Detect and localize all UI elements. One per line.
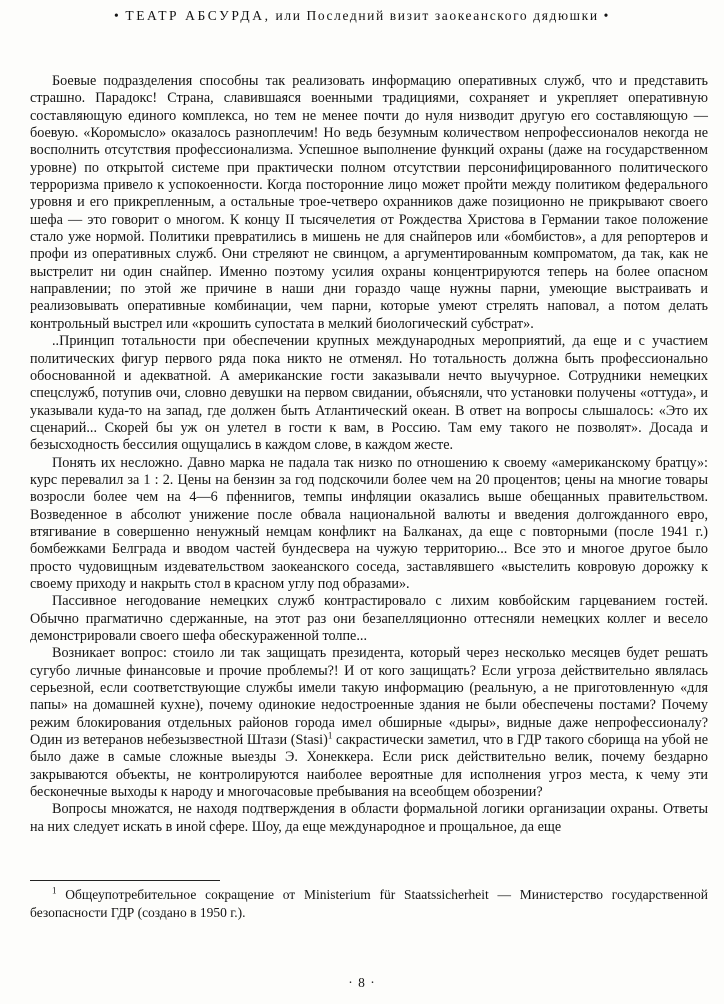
header-title-main: ТЕАТР АБСУРДА, (125, 8, 271, 23)
footnote-number: 1 (52, 885, 57, 896)
paragraph: Боевые подразделения способны так реализовать информацию оперативных служб, что и представить страшно. Парадокс! Страна, славившаяся военными традициями, сохраняет и укрепляет оперативную составляющую единого комплекса, но тем не менее почти до нуля низводит другую его составляющую — боевую. «Коромысло» оказалось разноплечим! Но ведь безумным количеством непрофессионалов некогда не восполнить отсутствия профессионализма. Успешное выполнение функций охраны (даже на государственном уровне) по открытой системе при практически полном отсутствии персонифицированного политического терроризма привело к успокоенности. Когда посторонние лицо может пройти между политиком федерального уровня и его прикрепленным, а остальные трое-четверо охранников даже позиционно не прикрывают своего шефа — это говорит о многом. К концу II тысячелетия от Рождества Христова в Германии такое положение стало уже нормой. Политики превратились в мишень не для снайперов или «бомбистов», а для репортеров и профи из оперативных служб. Они стреляют не свинцом, а аргументированным компроматом, да так, как не выстрелит ни один снайпер. Именно поэтому усилия охраны концентрируются теперь на более опасном направлении; по этой же причине в наши дни гораздо чаще нужны парни, умеющие выстраивать и реализовывать оперативные комбинации, чем парни, которые умеют стрелять наповал, а потом делать контрольный выстрел или «крошить супостата в мелкий биологический субстрат». (30, 73, 708, 332)
header-ornament-left: • (114, 8, 121, 23)
paragraph: Вопросы множатся, не находя подтверждения в области формальной логики организации охраны. Ответы на них следует искать в иной сфере. Шоу, да еще международное и прощальное, да еще (30, 801, 708, 835)
footnote-divider (30, 880, 220, 881)
paragraph-text: сакрастически заметил, что в ГДР такого сборища на убой не было даже в самые сложные выезды Э. Хонеккера. Если риск действительно велик, почему бездарно закрываются объекты, не контролируются наиболее вероятные для исполнения угроз места, к чему эти бесконечные выходы к народу и многочасовые пребывания на всеобщем обозрении? (30, 732, 708, 801)
running-header (0, 8, 724, 24)
paragraph: ..Принцип тотальности при обеспечении крупных международных мероприятий, да еще и с участием политических фигур первого ряда пока никто не отменял. Но тотальность должна быть профессионально обоснованной и адекватной. А американские гости заказывали нечто выучурное. Сотрудники немецких спецслужб, потупив очи, словно девушки на первом свидании, объясняли, что установки получены «оттуда», и указывали куда-то на запад, где должен быть Атлантический океан. В ответ на вопросы слышалось: «Это их сценарий... Скорей бы уж он улетел в гости к вам, в Россию. Там ему такого не позволят». Досада и безысходность бессилия ощущались в каждом слове, в каждом жесте. (30, 333, 708, 454)
footnote-reference: 1 (327, 730, 333, 741)
header-title-rest: или Последний визит заокеанского дядюшки (270, 8, 599, 23)
paragraph (30, 645, 708, 801)
page-number: · 8 · (348, 975, 376, 990)
paragraph: Пассивное негодование немецких служб контрастировало с лихим ковбойским гарцеванием гостей. Обычно прагматично сдержанные, на этот раз они безапелляционно оттесняли немецких коллег и весело демонстрировали своего шефа обескураженной толпе... (30, 593, 708, 644)
main-text (30, 73, 708, 836)
footnote (30, 886, 708, 921)
header-ornament-right: • (603, 8, 610, 23)
paragraph-text: Возникает вопрос: стоило ли так защищать президента, который через несколько месяцев будет решать сугубо личные финансовые и прочие проблемы?! И от кого защищать? Если угроза действительно являлась серьезной, если соответствующие службы имели такую информацию (реальную, а не приготовленную «для папы» на домашней кухне), почему одинокие недостроенные здания не были обеспечены постами? Почему режим блокирования отдельных районов города имел обширные «дыры», видные даже непрофессионалу? Один из ветеранов небезызвестной Штази (Stasi) (30, 645, 708, 749)
paragraph: Понять их несложно. Давно марка не падала так низко по отношению к своему «американскому братцу»: курс перевалил за 1 : 2. Цены на бензин за год подскочили более чем на 20 процентов; цены на многие товары возросли более чем на 4—6 пфеннигов, темпы инфляции оказались выше обещанных правительством. Возведенное в абсолют унижение после обвала национальной валюты и введения долгожданного евро, втягивание в совершенно ненужный немцам конфликт на Балканах, да еще с повторными (после 1941 г.) бомбежками Белграда и вводом частей бундесвера на чужую территорию... Все это и многое другое было просто чудовищным издевательством заокеанского соседа, заставлявшего «выстелить ковровую дорожку к своему приходу и накрыть стол в красном углу под образами». (30, 454, 708, 592)
footnote-text: Общеупотребительное сокращение от Ministerium für Staatssicherheit — Министерство государственной безопасности ГДР (создано в 1950 г.). (30, 887, 708, 920)
